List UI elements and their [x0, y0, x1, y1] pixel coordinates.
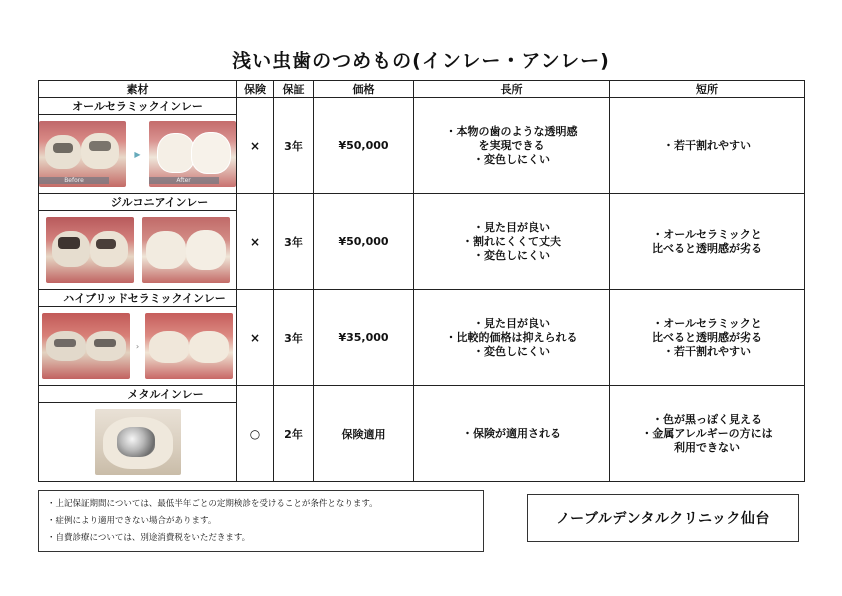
material-name: ジルコニアインレー [39, 194, 237, 211]
before-photo [42, 313, 130, 379]
warranty-value: 2年 [274, 386, 314, 482]
header-pros: 長所 [414, 81, 610, 98]
page-title: 浅い虫歯のつめもの(インレー・アンレー) [232, 50, 610, 72]
insurance-value: × [237, 290, 274, 386]
pros-line: ・見た目が良い [473, 316, 550, 330]
photo-cell [39, 115, 237, 194]
price-value: ¥50,000 [314, 194, 414, 290]
table-row [39, 386, 805, 403]
metal-inlay-photo [95, 409, 181, 475]
insurance-value: ○ [237, 386, 274, 482]
cons-line: ・若干割れやすい [663, 344, 751, 358]
price-value: ¥35,000 [314, 290, 414, 386]
header-cons: 短所 [610, 81, 805, 98]
arrow-right-icon: › [135, 341, 140, 351]
pros-line: ・変色しにくい [473, 248, 550, 262]
note-line: ・自費診療については、別途消費税をいただきます。 [47, 533, 251, 543]
after-label: After [149, 177, 219, 184]
pros-line: ・見た目が良い [473, 220, 550, 234]
photo-cell [39, 403, 237, 482]
insurance-value: × [237, 194, 274, 290]
pros-line: ・割れにくくて丈夫 [462, 234, 561, 248]
pros-line: ・比較的価格は抑えられる [445, 330, 578, 344]
warranty-value: 3年 [274, 194, 314, 290]
cons-line: ・色が黒っぽく見える [652, 412, 762, 426]
note-line: ・上記保証期間については、最低半年ごとの定期検診を受けることが条件となります。 [47, 499, 378, 509]
table-row [39, 98, 805, 115]
cons-line: 比べると透明感が劣る [652, 330, 762, 344]
cons-line: ・オールセラミックと [652, 316, 762, 330]
header-price: 価格 [314, 81, 414, 98]
material-name: ハイブリッドセラミックインレー [39, 290, 237, 307]
table-row [39, 290, 805, 307]
cons-cell [610, 290, 805, 386]
pros-line: ・本物の歯のような透明感 [445, 124, 578, 138]
price-value: ¥50,000 [314, 98, 414, 194]
pros-cell [414, 290, 610, 386]
table-header-row [39, 81, 805, 98]
pros-line: を実現できる [478, 138, 545, 152]
pros-line: ・変色しにくい [473, 344, 550, 358]
after-photo [149, 121, 236, 187]
header-insurance: 保険 [237, 81, 274, 98]
before-label: Before [39, 177, 109, 184]
comparison-table [38, 80, 805, 482]
cons-line: 利用できない [674, 440, 740, 454]
warranty-value: 3年 [274, 98, 314, 194]
notes-box [38, 490, 484, 552]
photo-cell [39, 307, 237, 386]
pros-cell [414, 386, 610, 482]
photo-cell [39, 211, 237, 290]
before-photo [39, 121, 126, 187]
cons-cell [610, 386, 805, 482]
cons-cell [610, 98, 805, 194]
cons-line: ・金属アレルギーの方には [641, 426, 773, 440]
arrow-right-icon: ▶ [134, 149, 141, 159]
cons-cell [610, 194, 805, 290]
table-row [39, 194, 805, 211]
price-value: 保険適用 [314, 386, 414, 482]
header-warranty: 保証 [274, 81, 314, 98]
after-photo [145, 313, 233, 379]
insurance-value: × [237, 98, 274, 194]
clinic-name: ノーブルデンタルクリニック仙台 [527, 494, 799, 542]
pros-cell [414, 98, 610, 194]
warranty-value: 3年 [274, 290, 314, 386]
pros-line: ・保険が適用される [462, 426, 561, 440]
cons-line: ・若干割れやすい [663, 138, 751, 152]
before-photo [46, 217, 134, 283]
cons-line: ・オールセラミックと [652, 227, 762, 241]
material-name: メタルインレー [39, 386, 237, 403]
note-line: ・症例により適用できない場合があります。 [47, 516, 217, 526]
after-photo [142, 217, 230, 283]
pros-line: ・変色しにくい [473, 152, 550, 166]
header-material: 素材 [39, 81, 237, 98]
pros-cell [414, 194, 610, 290]
material-name: オールセラミックインレー [39, 98, 237, 115]
cons-line: 比べると透明感が劣る [652, 241, 762, 255]
